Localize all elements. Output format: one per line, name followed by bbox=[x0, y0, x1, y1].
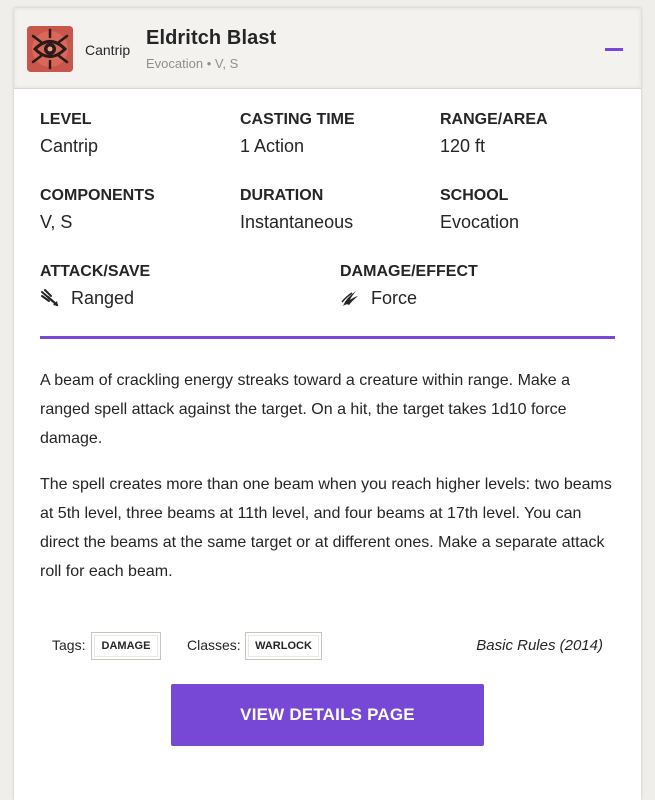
class-warlock[interactable]: WARLOCK bbox=[245, 632, 322, 660]
stat-duration-value: Instantaneous bbox=[240, 212, 354, 232]
stat-damage-effect-value: Force bbox=[371, 288, 418, 308]
tag-damage[interactable]: DAMAGE bbox=[91, 632, 161, 660]
spell-header[interactable] bbox=[14, 8, 641, 89]
stat-attack-save bbox=[40, 262, 150, 310]
stat-casting-time-value: 1 Action bbox=[240, 136, 305, 156]
stat-damage-effect-label: DAMAGE/EFFECT bbox=[340, 263, 478, 280]
minus-icon bbox=[605, 48, 623, 51]
stat-casting-time bbox=[240, 110, 355, 158]
tags-label: Tags: bbox=[52, 637, 86, 653]
stat-level-value: Cantrip bbox=[40, 136, 99, 156]
header-spell-level: Cantrip bbox=[85, 42, 131, 58]
stat-attack-save-value: Ranged bbox=[71, 288, 135, 308]
stat-school-value: Evocation bbox=[440, 212, 520, 232]
spell-name: Eldritch Blast bbox=[146, 27, 277, 49]
stat-school-label: SCHOOL bbox=[440, 187, 509, 204]
stat-duration-label: DURATION bbox=[240, 187, 324, 204]
view-details-button[interactable]: VIEW DETAILS PAGE bbox=[171, 684, 484, 746]
spell-footer bbox=[14, 630, 641, 660]
spell-description bbox=[40, 366, 615, 603]
stat-damage-effect bbox=[340, 262, 478, 310]
stat-components bbox=[40, 186, 155, 234]
section-divider bbox=[40, 336, 615, 339]
collapse-button[interactable] bbox=[598, 38, 628, 62]
spell-card bbox=[14, 8, 641, 800]
stat-damage-effect-value-row bbox=[340, 286, 478, 310]
stat-range-value: 120 ft bbox=[440, 136, 486, 156]
stat-level bbox=[40, 110, 98, 158]
description-paragraph-2: The spell creates more than one beam when you reach higher levels: two beams at 5th level, three beams at 11th level, and four beams at 17th level. You can direct the beams at the same target or at different ones. Make a separate attack roll for each beam. bbox=[40, 476, 612, 580]
stat-components-label: COMPONENTS bbox=[40, 187, 155, 204]
stat-range-label: RANGE/AREA bbox=[440, 111, 548, 128]
stat-components-value: V, S bbox=[40, 212, 73, 232]
stat-range bbox=[440, 110, 548, 158]
source-book: Basic Rules (2014) bbox=[476, 637, 603, 654]
eldritch-blast-spell-icon bbox=[27, 26, 73, 72]
stat-school bbox=[440, 186, 519, 234]
force-damage-icon bbox=[340, 288, 360, 308]
stat-duration bbox=[240, 186, 353, 234]
stat-level-label: LEVEL bbox=[40, 111, 92, 128]
spell-subtitle: Evocation • V, S bbox=[146, 56, 239, 71]
stat-casting-time-label: CASTING TIME bbox=[240, 111, 355, 128]
description-paragraph-1: A beam of crackling energy streaks toward a creature within range. Make a ranged spell attack against the target. On a hit, the target takes 1d10 force damage. bbox=[40, 372, 571, 447]
ranged-attack-icon bbox=[40, 288, 60, 308]
stat-attack-save-value-row bbox=[40, 286, 150, 310]
stat-attack-save-label: ATTACK/SAVE bbox=[40, 263, 151, 280]
classes-label: Classes: bbox=[187, 637, 241, 653]
